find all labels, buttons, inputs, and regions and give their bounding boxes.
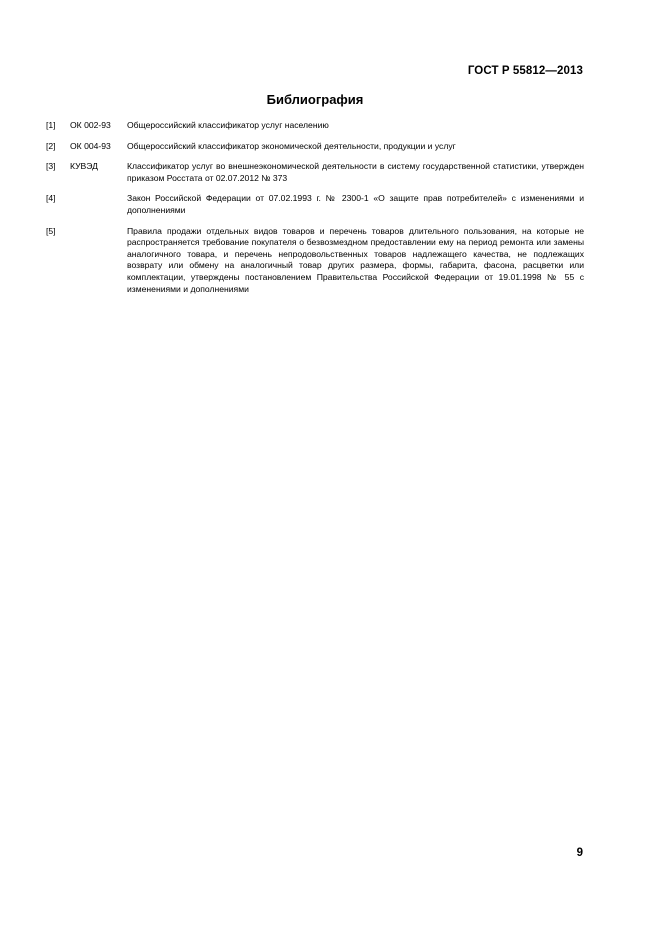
page-number: 9 xyxy=(576,847,583,859)
entry-code: ОК 004-93 xyxy=(70,140,111,151)
bibliography-entry xyxy=(46,161,584,184)
bibliography-entry xyxy=(46,193,584,216)
page-title: Библиография xyxy=(266,92,364,107)
entry-text: Общероссийский классификатор экономической деятельности, продукции и услуг xyxy=(127,140,456,151)
bibliography-entry xyxy=(46,226,584,296)
entry-number: [4] xyxy=(46,193,56,204)
entry-number: [1] xyxy=(46,120,56,130)
entry-code xyxy=(70,193,127,216)
bibliography-entry xyxy=(46,120,584,132)
entry-code xyxy=(70,226,127,296)
document-code: ГОСТ Р 55812—2013 xyxy=(467,65,583,77)
entry-code: ОК 002-93 xyxy=(70,120,111,130)
entry-text: Закон Российской Федерации от 07.02.1993 г. № 2300-1 «О защите прав потребителей» с изменениями и дополнениями xyxy=(127,193,584,215)
entry-number: [3] xyxy=(46,161,56,172)
entry-text: Общероссийский классификатор услуг населению xyxy=(127,120,329,130)
entry-number: [5] xyxy=(46,225,56,236)
entry-number: [2] xyxy=(46,140,56,151)
entry-code: КУВЭД xyxy=(70,161,99,172)
bibliography-list xyxy=(46,120,584,304)
entry-text: Правила продажи отдельных видов товаров и перечень товаров длительного пользования, на которые не распространяется требование покупателя о безвозмездном предоставлении ему на период ремонта или замены аналогичного товара, и перечень непродовольственных товаров надлежащего качества, не подлежащих возврату или обмену на аналогичный товар других размера, формы, габарита, фасона, расцветки или комплектации, утверждены постановлением Правительства Российской Федерации от 19.01.1998 № 55 с изменениями и дополнениями xyxy=(127,225,584,294)
bibliography-entry xyxy=(46,141,584,153)
entry-text: Классификатор услуг во внешнеэкономической деятельности в систему государственной статистики, утвержден приказом Росстата от 02.07.2012 № 373 xyxy=(127,161,584,183)
